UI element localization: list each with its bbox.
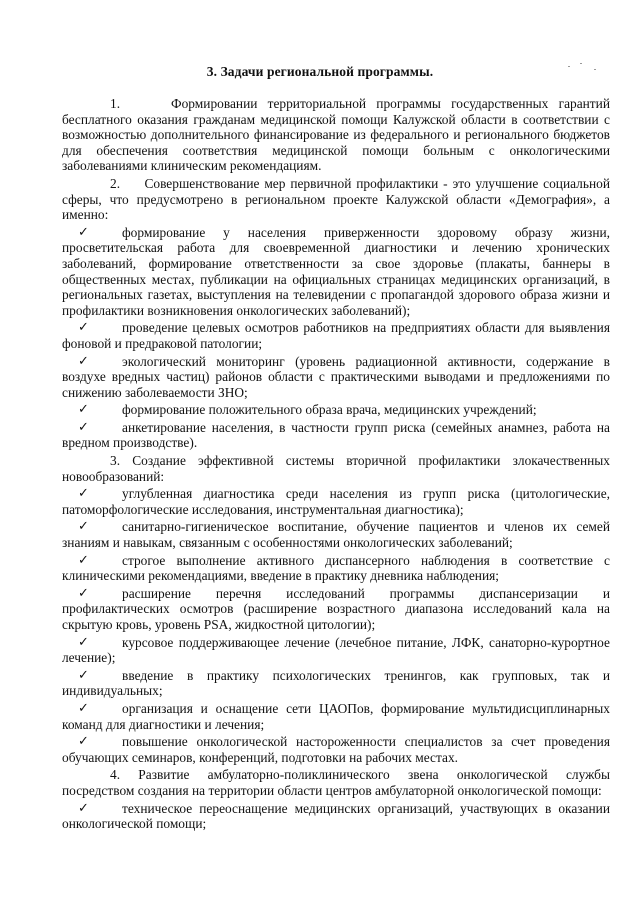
list-item: ✓ экологический мониторинг (уровень радиационной активности, содержание в воздухе вредных частиц) районов области с практическими выводами и предложениями по снижению заболеваемости ЗНО; [62,352,610,400]
checkmark-icon: ✓ [78,223,89,239]
checkmark-icon: ✓ [78,518,89,534]
list-item: ✓ введение в практику психологических тренингов, как групповых, так и индивидуальных; [62,666,610,699]
list-item: ✓ проведение целевых осмотров работников на предприятиях области для выявления фоновой и предраковой патологии; [62,319,610,351]
paragraph-3: 3. Создание эффективной системы вторичной профилактики злокачественных новообразований: [62,453,610,484]
checkmark-icon: ✓ [78,584,89,600]
list-item: ✓ строгое выполнение активного диспансерного наблюдения в соответствие с клиническими рекомендациями, введение в практику дневника наблюдения; [62,551,610,584]
list-item: ✓ формирование положительного образа врача, медицинских учреждений; [78,401,537,418]
list-item: ✓ техническое переоснащение медицинских организаций, участвующих в оказании онкологической помощи; [62,799,610,832]
list-item: ✓ организация и оснащение сети ЦАОПов, формирование мультидисциплинарных команд для диагностики и лечения; [62,699,610,732]
checkmark-icon: ✓ [78,699,89,715]
checkmark-icon: ✓ [78,418,89,434]
checkmark-icon: ✓ [78,733,89,749]
checkmark-icon: ✓ [78,352,89,368]
list-item: ✓ углубленная диагностика среди населения из групп риска (цитологические, патоморфологические исследования, инструментальная диагностика); [62,485,610,517]
list-item: ✓ формирование у населения приверженности здоровому образу жизни, просветительская работа для своевременной диагностики и лечению хронических заболеваний, формирование ответственности за свое здоровье (плакаты, баннеры в общественных местах, публикации на официальных страницах медицинских организаций, в региональных газетах, выступления на телевидении с пропагандой здорового образа жизни и профилактики возникновения онкологических заболеваний); [62,223,610,318]
document-body [62,96,610,834]
checkmark-icon: ✓ [78,485,89,501]
paragraph-2: 2. Совершенствование мер первичной профилактики - это улучшение социальной сферы, что предусмотрено в региональном проекте Калужской области «Демография», а именно: [62,175,610,223]
list-2 [62,225,610,451]
paragraph-1: 1. Формировании территориальной программы государственных гарантий бесплатного оказания гражданам медицинской помощи Калужской области в соответствии с возможностью дополнительного финансирование из федерального и регионального бюджетов для обеспечения соответствия медицинской помощи больным с онкологическими заболеваниями клиническим рекомендациям. [62,96,610,174]
list-item: ✓ анкетирование населения, в частности групп риска (семейных анамнез, работа на вредном производстве). [62,418,610,451]
checkmark-icon: ✓ [78,551,89,567]
checkmark-icon: ✓ [78,666,89,682]
checkmark-icon: ✓ [78,633,89,649]
checkmark-icon: ✓ [78,799,89,815]
paragraph-4: 4. Развитие амбулаторно-поликлинического звена онкологической службы посредством создания на территории области центров амбулаторной онкологической помощи: [62,767,610,798]
checkmark-icon: ✓ [78,319,89,335]
section-heading: 3. Задачи региональной программы. [206,64,434,79]
list-item: ✓ санитарно-гигиеническое воспитание, обучение пациентов и членов их семей знаниям и навыкам, связанным с особенностями онкологических заболеваний; [62,518,610,551]
list-3 [62,486,610,765]
list-item: ✓ расширение перечня исследований программы диспансеризации и профилактических осмотров (расширение возрастного диапазона исследований кала на скрытую кровь, уровень PSA, жидкостной цитологии); [62,584,610,632]
list-4 [62,801,610,832]
list-item: ✓ курсовое поддерживающее лечение (лечебное питание, ЛФК, санаторно-курортное лечение); [62,633,610,666]
checkmark-icon: ✓ [78,401,89,417]
list-item: ✓ повышение онкологической настороженности специалистов за счет проведения обучающих семинаров, конференций, подготовки на рабочих местах. [62,733,610,765]
